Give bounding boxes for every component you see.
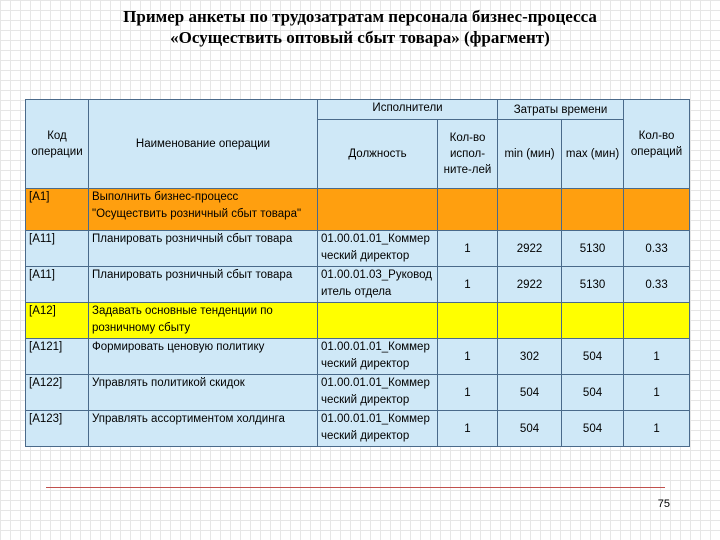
header-performers: Исполнители	[318, 100, 498, 120]
cell-code: [A11]	[26, 231, 89, 267]
cell-min-time: 504	[498, 375, 562, 411]
cell-performer-count	[438, 303, 498, 339]
cell-min-time	[498, 303, 562, 339]
header-name: Наименование операции	[89, 100, 318, 189]
cell-max-time	[562, 303, 624, 339]
table-row	[26, 189, 690, 231]
table-row	[26, 231, 690, 267]
cell-operation-count: 1	[624, 411, 690, 447]
cell-min-time: 2922	[498, 267, 562, 303]
table-row	[26, 339, 690, 375]
cell-operation-name: Формировать ценовую политику	[89, 339, 318, 375]
cell-position: 01.00.01.01_Коммерческий директор	[318, 411, 438, 447]
cell-position	[318, 189, 438, 231]
cell-code: [A123]	[26, 411, 89, 447]
cell-max-time	[562, 189, 624, 231]
cell-operation-count: 1	[624, 375, 690, 411]
header-max: max (мин)	[562, 120, 624, 189]
cell-performer-count: 1	[438, 231, 498, 267]
cell-position	[318, 303, 438, 339]
cell-performer-count: 1	[438, 267, 498, 303]
header-op-count: Кол-во операций	[624, 100, 690, 189]
cell-min-time: 504	[498, 411, 562, 447]
footer-divider	[46, 487, 665, 488]
page-number: 75	[657, 498, 670, 510]
cell-performer-count: 1	[438, 339, 498, 375]
header-min: min (мин)	[498, 120, 562, 189]
cell-code: [A12]	[26, 303, 89, 339]
cell-performer-count: 1	[438, 375, 498, 411]
cell-position: 01.00.01.01_Коммерческий директор	[318, 375, 438, 411]
cell-operation-count: 1	[624, 339, 690, 375]
cell-operation-name: Планировать розничный сбыт товара	[89, 231, 318, 267]
cell-position: 01.00.01.03_Руководитель отдела	[318, 267, 438, 303]
cell-performer-count	[438, 189, 498, 231]
cell-performer-count: 1	[438, 411, 498, 447]
title-line-1: Пример анкеты по трудозатратам персонала бизнес-процесса	[123, 7, 597, 26]
cell-max-time: 504	[562, 375, 624, 411]
labor-survey-table	[25, 99, 690, 447]
cell-operation-name: Управлять политикой скидок	[89, 375, 318, 411]
table-row	[26, 375, 690, 411]
cell-operation-name: Планировать розничный сбыт товара	[89, 267, 318, 303]
cell-operation-count: 0.33	[624, 267, 690, 303]
cell-operation-name: Управлять ассортиментом холдинга	[89, 411, 318, 447]
table-row	[26, 411, 690, 447]
cell-operation-count	[624, 189, 690, 231]
cell-min-time	[498, 189, 562, 231]
cell-code: [A1]	[26, 189, 89, 231]
cell-position: 01.00.01.01_Коммерческий директор	[318, 231, 438, 267]
header-position: Должность	[318, 120, 438, 189]
page-title	[0, 6, 720, 48]
header-time-costs: Затраты времени	[498, 100, 624, 120]
header-code: Код операции	[26, 100, 89, 189]
cell-min-time: 2922	[498, 231, 562, 267]
cell-operation-count: 0.33	[624, 231, 690, 267]
cell-max-time: 504	[562, 411, 624, 447]
cell-min-time: 302	[498, 339, 562, 375]
title-line-2: «Осуществить оптовый сбыт товара» (фрагмент)	[170, 28, 550, 47]
cell-operation-name: Задавать основные тенденции по розничному сбыту	[89, 303, 318, 339]
table-row	[26, 267, 690, 303]
cell-position: 01.00.01.01_Коммерческий директор	[318, 339, 438, 375]
cell-max-time: 5130	[562, 231, 624, 267]
cell-code: [A122]	[26, 375, 89, 411]
cell-operation-count	[624, 303, 690, 339]
cell-max-time: 5130	[562, 267, 624, 303]
cell-code: [A11]	[26, 267, 89, 303]
table-row	[26, 303, 690, 339]
cell-max-time: 504	[562, 339, 624, 375]
cell-code: [A121]	[26, 339, 89, 375]
header-count-performers: Кол-во испол-ните-лей	[438, 120, 498, 189]
cell-operation-name: Выполнить бизнес-процесс "Осуществить розничный сбыт товара"	[89, 189, 318, 231]
